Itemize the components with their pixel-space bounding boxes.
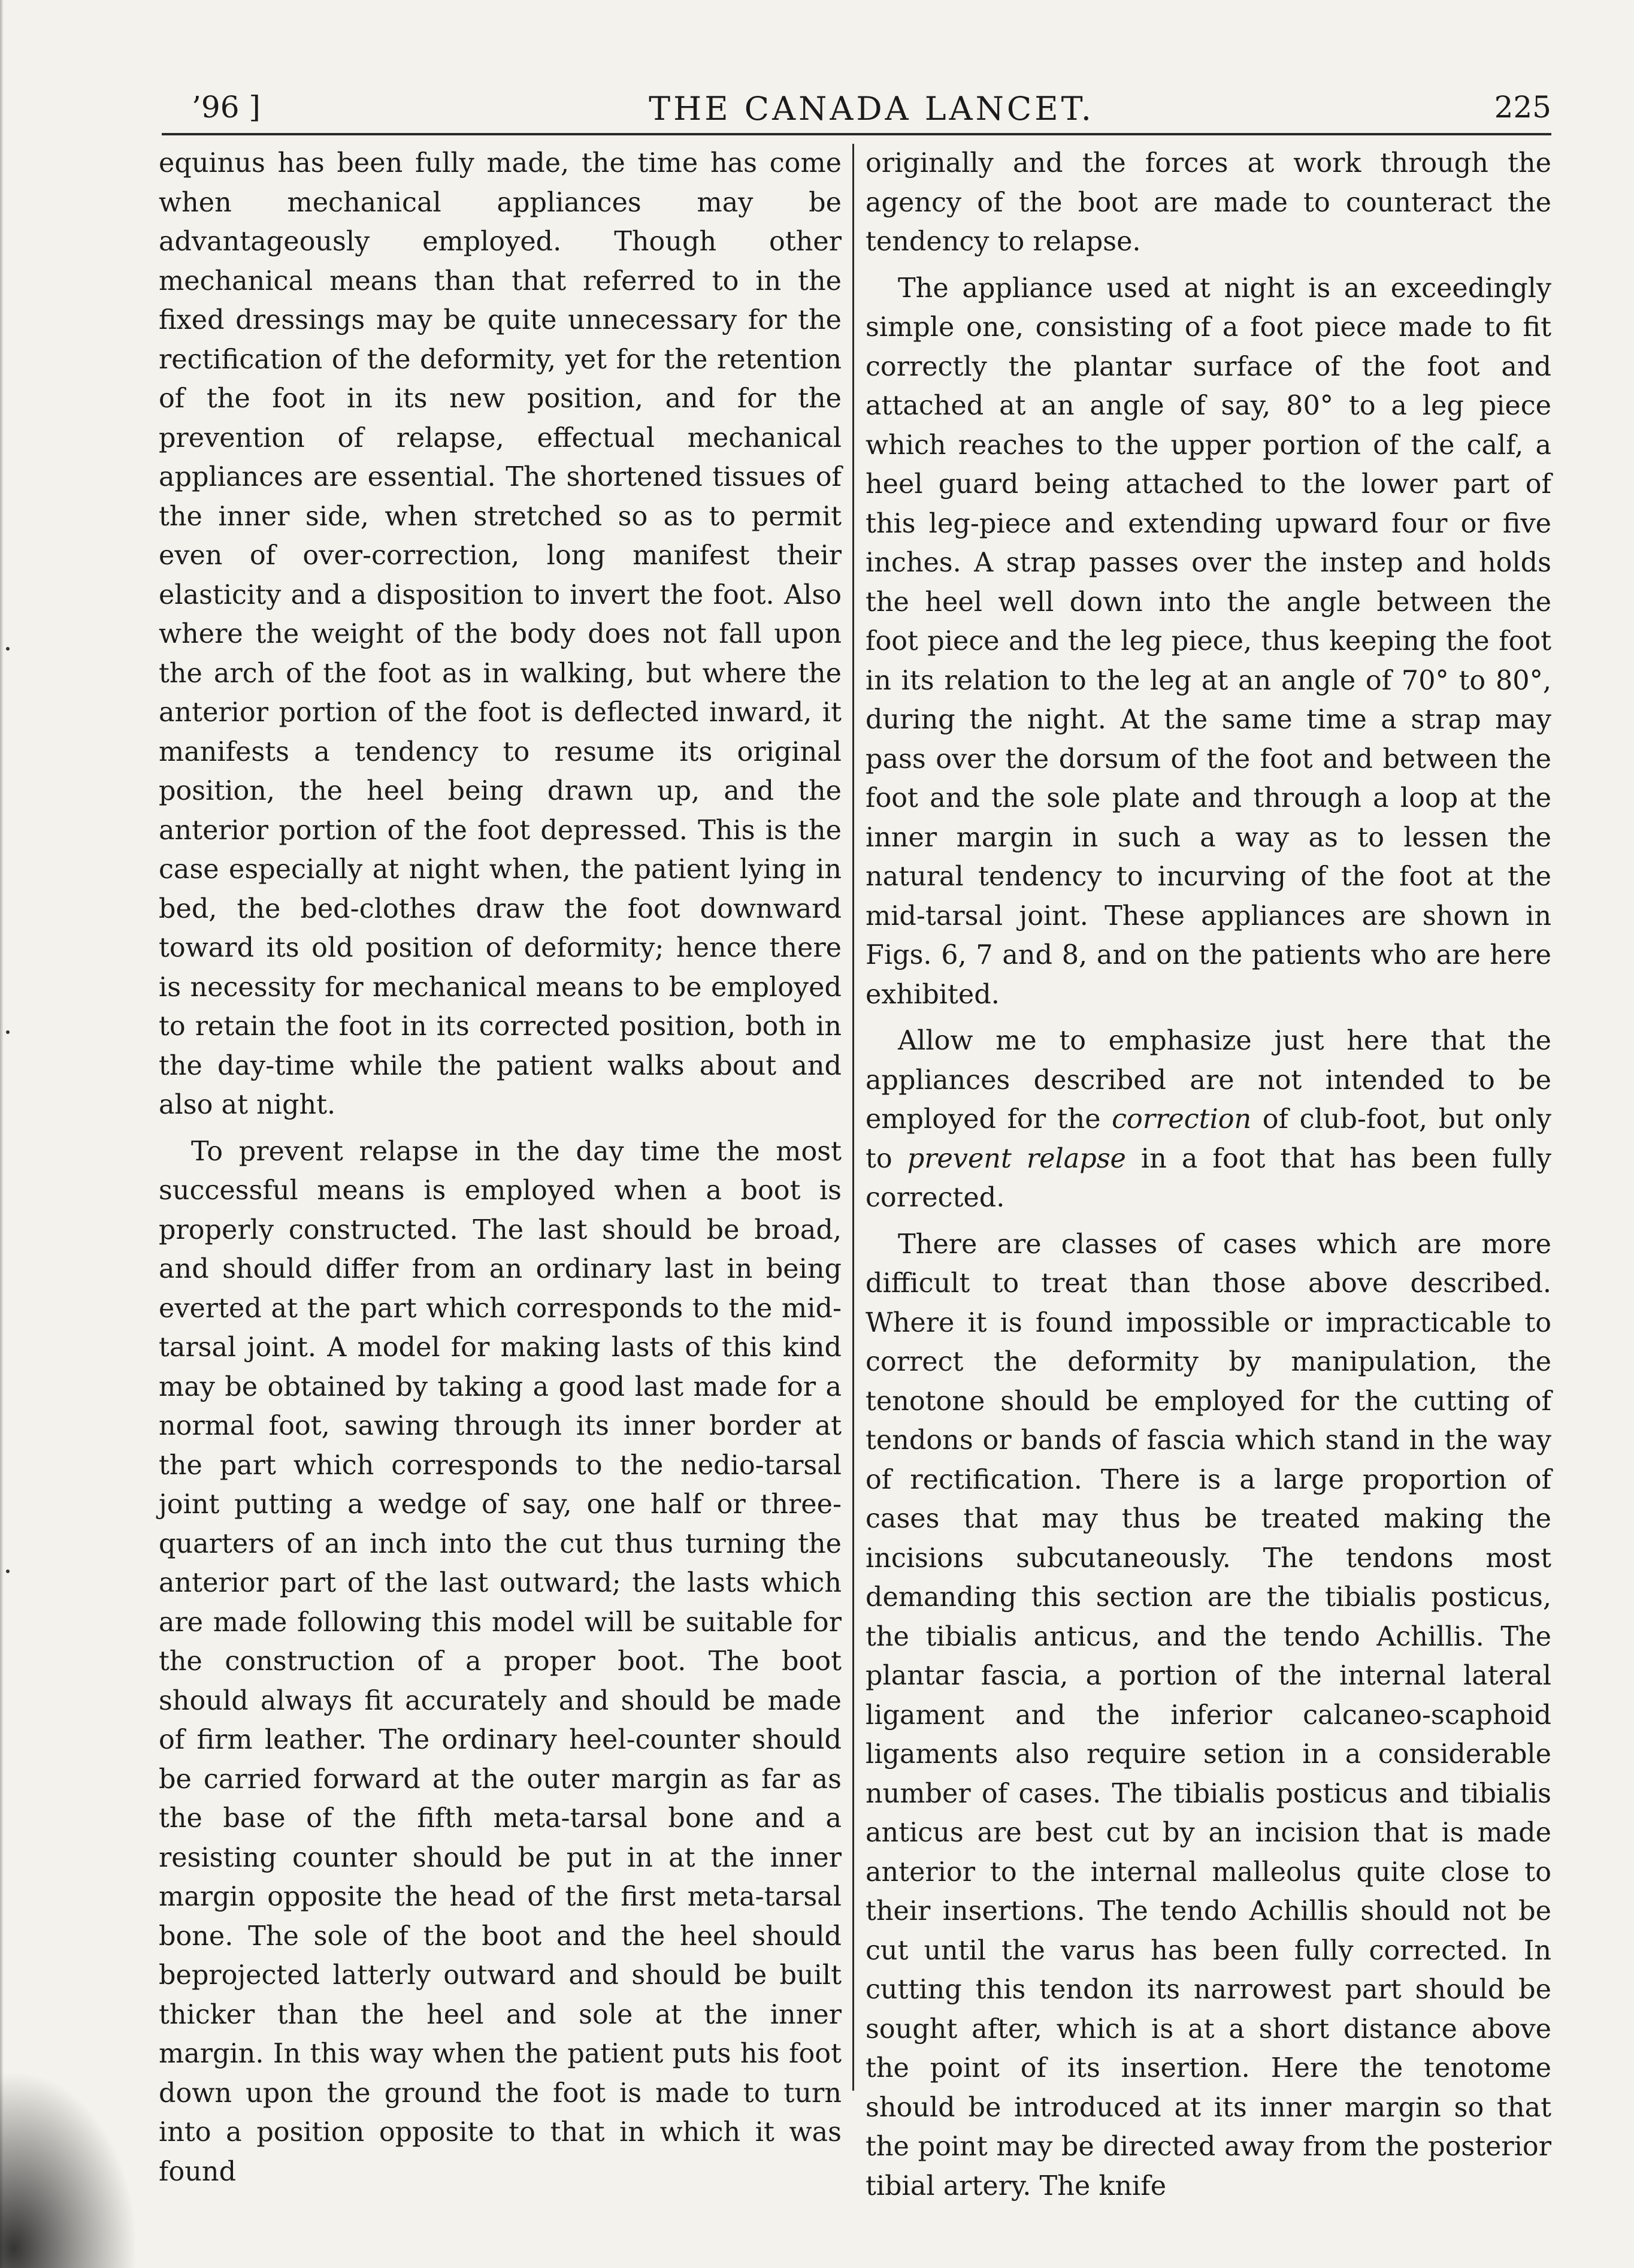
page-number: 225 [1494, 90, 1551, 125]
scan-edge-shadow [0, 0, 4, 2268]
scan-smudge [0, 2070, 138, 2268]
running-header [192, 90, 1551, 138]
journal-title: THE CANADA LANCET. [649, 90, 1094, 128]
header-rule [162, 133, 1551, 135]
margin-dot [6, 1030, 10, 1034]
italic-correction: correction [1112, 1104, 1252, 1135]
paragraph-emphasis [866, 1021, 1551, 1218]
left-column [159, 144, 842, 2187]
margin-dot [6, 1570, 10, 1573]
text-run: Allow me to emphasize just here that the appliances described are not intended to be employed for the [866, 1026, 1551, 1135]
column-divider [852, 144, 854, 2091]
margin-dot [6, 647, 10, 651]
paragraph: To prevent relapse in the day time the most successful means is employed when a boot is properly constructed. The last should be broad, and should differ from an ordinary last in being everted at the part which corresponds to the mid-tarsal joint. A model for making lasts of this kind may be obtained by taking a good last made for a normal foot, sawing through its inner border at the part which corresponds to the nedio-tarsal joint putting a wedge of say, one half or three-quarters of an inch into the cut thus turning the anterior part of the last outward; the lasts which are made following this model will be suitable for the construction of a proper boot. The boot should always fit accurately and should be made of firm leather. The ordinary heel-counter should be carried forward at the outer margin as far as the base of the fifth meta-tarsal bone and a resisting counter should be put in at the inner margin opposite the head of the first meta-tarsal bone. The sole of the boot and the heel should beprojected latterly outward and should be built thicker than the heel and sole at the inner margin. In this way when the patient puts his foot down upon the ground the foot is made to turn into a position opposite to that in which it was found [159, 1136, 842, 2187]
volume-year: ’96 ] [192, 90, 261, 125]
paragraph: There are classes of cases which are more difficult to treat than those above described. Where it is found impossible or impracticable to correct the deformity by manipulation, the tenotone should be employed for the cutting of tendons or bands of fascia which stand in the way of rectification. There is a large proportion of cases that may thus be treated making the incisions subcutaneously. The tendons most demanding this section are the tibialis posticus, the tibialis anticus, and the tendo Achillis. The plantar fascia, a portion of the internal lateral ligament and the inferior calcaneo-scaphoid ligaments also require setion in a considerable number of cases. The tibialis posticus and tibialis anticus are best cut by an incision that is made anterior to the internal malleolus quite close to their insertions. The tendo Achillis should not be cut until the varus has been fully corrected. In cutting this tendon its narrowest part should be sought after, which is at a short distance above the point of its insertion. Here the tenotome should be introduced at its inner margin so that the point may be directed away from the posterior tibial artery. The knife [866, 1229, 1551, 2202]
italic-prevent-relapse: prevent relapse [907, 1143, 1126, 1174]
paragraph: originally and the forces at work through the agency of the boot are made to counteract the tendency to relapse. [866, 148, 1551, 257]
right-column [866, 144, 1551, 2202]
text-run: in a foot that has been fully corrected. [866, 1143, 1551, 1213]
paragraph: The appliance used at night is an exceedingly simple one, consisting of a foot piece made to fit correctly the plantar surface of the foot and attached at an angle of say, 80° to a leg piece which reaches to the upper portion of the calf, a heel guard being attached to the lower part of this leg-piece and extending upward four or five inches. A strap passes over the instep and holds the heel well down into the angle between the foot piece and the leg piece, thus keeping the foot in its relation to the leg at an angle of 70° to 80°, during the night. At the same time a strap may pass over the dorsum of the foot and between the foot and the sole plate and through a loop at the inner margin in such a way as to lessen the natural tendency to incurving of the foot at the mid-tarsal joint. These appliances are shown in Figs. 6, 7 and 8, and on the patients who are here exhibited. [866, 273, 1551, 1010]
text-run: of club-foot, but only to [866, 1104, 1551, 1174]
paragraph: equinus has been fully made, the time has come when mechanical appliances may be advantageously employed. Though other mechanical means than that referred to in the fixed dressings may be quite unnecessary for the rectification of the deformity, yet for the retention of the foot in its new position, and for the prevention of relapse, effectual mechanical appliances are essential. The shortened tissues of the inner side, when stretched so as to permit even of over-correction, long manifest their elasticity and a disposition to invert the foot. Also where the weight of the body does not fall upon the arch of the foot as in walking, but where the anterior portion of the foot is deflected inward, it manifests a tendency to resume its original position, the heel being drawn up, and the anterior portion of the foot depressed. This is the case especially at night when, the patient lying in bed, the bed-clothes draw the foot downward toward its old position of deformity; hence there is necessity for mechanical means to be employed to retain the foot in its corrected position, both in the day-time while the patient walks about and also at night. [159, 148, 842, 1120]
